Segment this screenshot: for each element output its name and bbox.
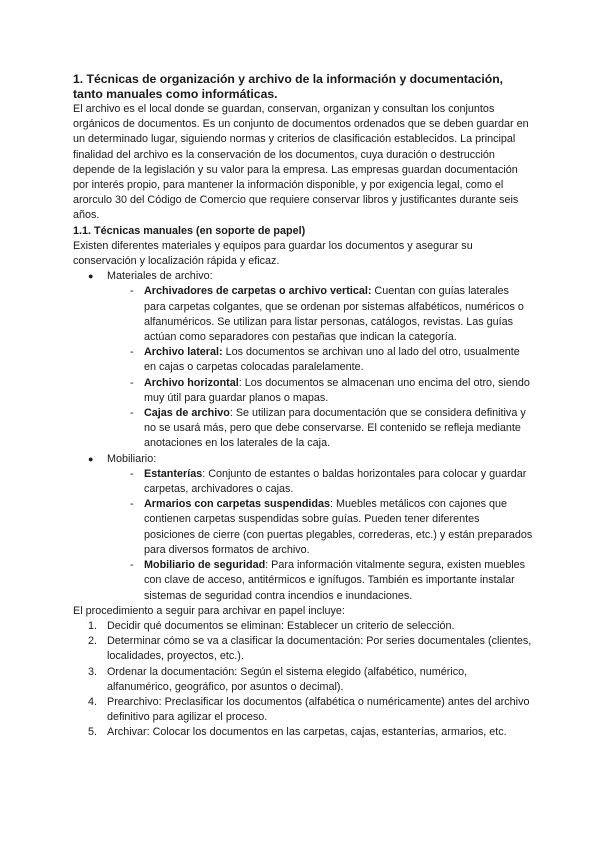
step-item — [73, 695, 533, 725]
dash-icon: - — [130, 467, 134, 480]
group-label: Materiales de archivo: — [107, 270, 213, 283]
item-text: Cuentan con guías laterales para carpetas colgantes, que se ordenan por sistemas alfabéticos, numéricos o alfanuméricos. Se utilizan para listar personas, catálogos, revistas. Las guías actúan como separadores con pestañas que indican la categoría. — [144, 285, 524, 344]
step-number: 2. — [88, 635, 98, 648]
bullet-icon: ● — [88, 453, 94, 464]
dash-list-furniture — [73, 467, 533, 604]
dash-icon: - — [130, 498, 134, 511]
item-term: Cajas de archivo — [144, 407, 230, 420]
item-term: Archivadores de carpetas o archivo vertical: — [144, 285, 372, 298]
step-number: 4. — [88, 695, 98, 708]
item-term: Archivo horizontal — [144, 376, 239, 389]
bullet-materials — [73, 269, 533, 284]
list-item — [73, 467, 533, 497]
list-item — [73, 345, 533, 375]
section-title: 1.1. Técnicas manuales (en soporte de papel) — [73, 224, 306, 237]
dash-list-materials — [73, 284, 533, 451]
item-term: Estanterías — [144, 467, 203, 480]
step-item — [73, 619, 533, 634]
document-page — [73, 72, 533, 741]
step-number: 5. — [88, 726, 98, 739]
bullet-icon: ● — [88, 271, 94, 282]
item-text: : Los documentos se almacenan uno encima del otro, siendo muy útil para guardar planos o mapas. — [144, 376, 530, 404]
step-number: 1. — [88, 619, 98, 632]
step-text: Decidir qué documentos se eliminan: Establecer un criterio de selección. — [107, 619, 455, 632]
step-text: Ordenar la documentación: Según el sistema elegido (alfabético, numérico, alfanumérico, geográfico, por asuntos o decimal). — [107, 665, 468, 693]
group-label: Mobiliario: — [107, 452, 157, 465]
item-term: Archivo lateral: — [144, 346, 223, 359]
item-text: Los documentos se archivan uno al lado del otro, usualmente en cajas o carpetas colocadas paralelamente. — [144, 346, 520, 374]
dash-icon: - — [130, 346, 134, 359]
dash-icon: - — [130, 376, 134, 389]
procedure-steps — [73, 619, 533, 741]
step-number: 3. — [88, 665, 98, 678]
intro-paragraph: El archivo es el local donde se guardan, conservan, organizan y consultan los conjuntos orgánicos de documentos. Es un conjunto de documentos ordenados que se deben guardar en un determinado lugar, siguiendo normas y criterios de clasificación establecidos. La principal finalidad del archivo es la conservación de los documentos, cuya duración o destrucción depende de la legislación y su valor para la empresa. Las empresas guardan documentación por interés propio, para mantener la información disponible, y por exigencia legal, como el arorculo 30 del Código de Comercio que requiere conservar libros y justificantes durante seis años. — [73, 103, 529, 222]
dash-icon: - — [130, 407, 134, 420]
list-item — [73, 376, 533, 406]
item-term: Armarios con carpetas suspendidas — [144, 498, 331, 511]
item-term: Mobiliario de seguridad — [144, 559, 266, 572]
dash-icon: - — [130, 285, 134, 298]
section-intro: Existen diferentes materiales y equipos para guardar los documentos y asegurar su conservación y localización rápida y eficaz. — [73, 239, 473, 268]
list-item — [73, 284, 533, 345]
item-text: : Para información vitalmente segura, existen muebles con clave de acceso, antitérmicos e ignífugos. También es importante instalar sistemas de seguridad contra incendios e inundaciones. — [144, 559, 526, 602]
step-text: Determinar cómo se va a clasificar la documentación: Por series documentales (clientes, localidades, proyectos, etc.). — [107, 635, 532, 663]
bullet-furniture — [73, 452, 533, 467]
item-text: : Se utilizan para documentación que se considera definitiva y no se usará más, pero que debe conservarse. El contenido se refleja mediante anotaciones en los laterales de la caja. — [144, 407, 526, 450]
step-item — [73, 725, 533, 740]
dash-icon: - — [130, 559, 134, 572]
step-item — [73, 634, 533, 664]
bullet-list — [73, 452, 533, 467]
item-text: : Muebles metálicos con cajones que contienen carpetas suspendidas sobre guías. Pueden tener diferentes posiciones de cierre (con puertas plegables, correderas, etc.) y están preparados para diversos formatos de archivo. — [144, 498, 533, 556]
item-text: : Conjunto de estantes o baldas horizontales para colocar y guardar carpetas, archivadores o cajas. — [144, 467, 527, 496]
document-title: 1. Técnicas de organización y archivo de la información y documentación, tanto manuales como informáticas. — [73, 72, 504, 101]
step-text: Archivar: Colocar los documentos en las carpetas, cajas, estanterías, armarios, etc. — [107, 726, 507, 739]
list-item — [73, 497, 533, 558]
step-item — [73, 665, 533, 695]
list-item — [73, 558, 533, 604]
list-item — [73, 406, 533, 452]
procedure-intro: El procedimiento a seguir para archivar en papel incluye: — [73, 604, 345, 617]
bullet-list — [73, 269, 533, 284]
step-text: Prearchivo: Preclasificar los documentos (alfabética o numéricamente) antes del archivo definitivo para agilizar el proceso. — [107, 695, 530, 724]
